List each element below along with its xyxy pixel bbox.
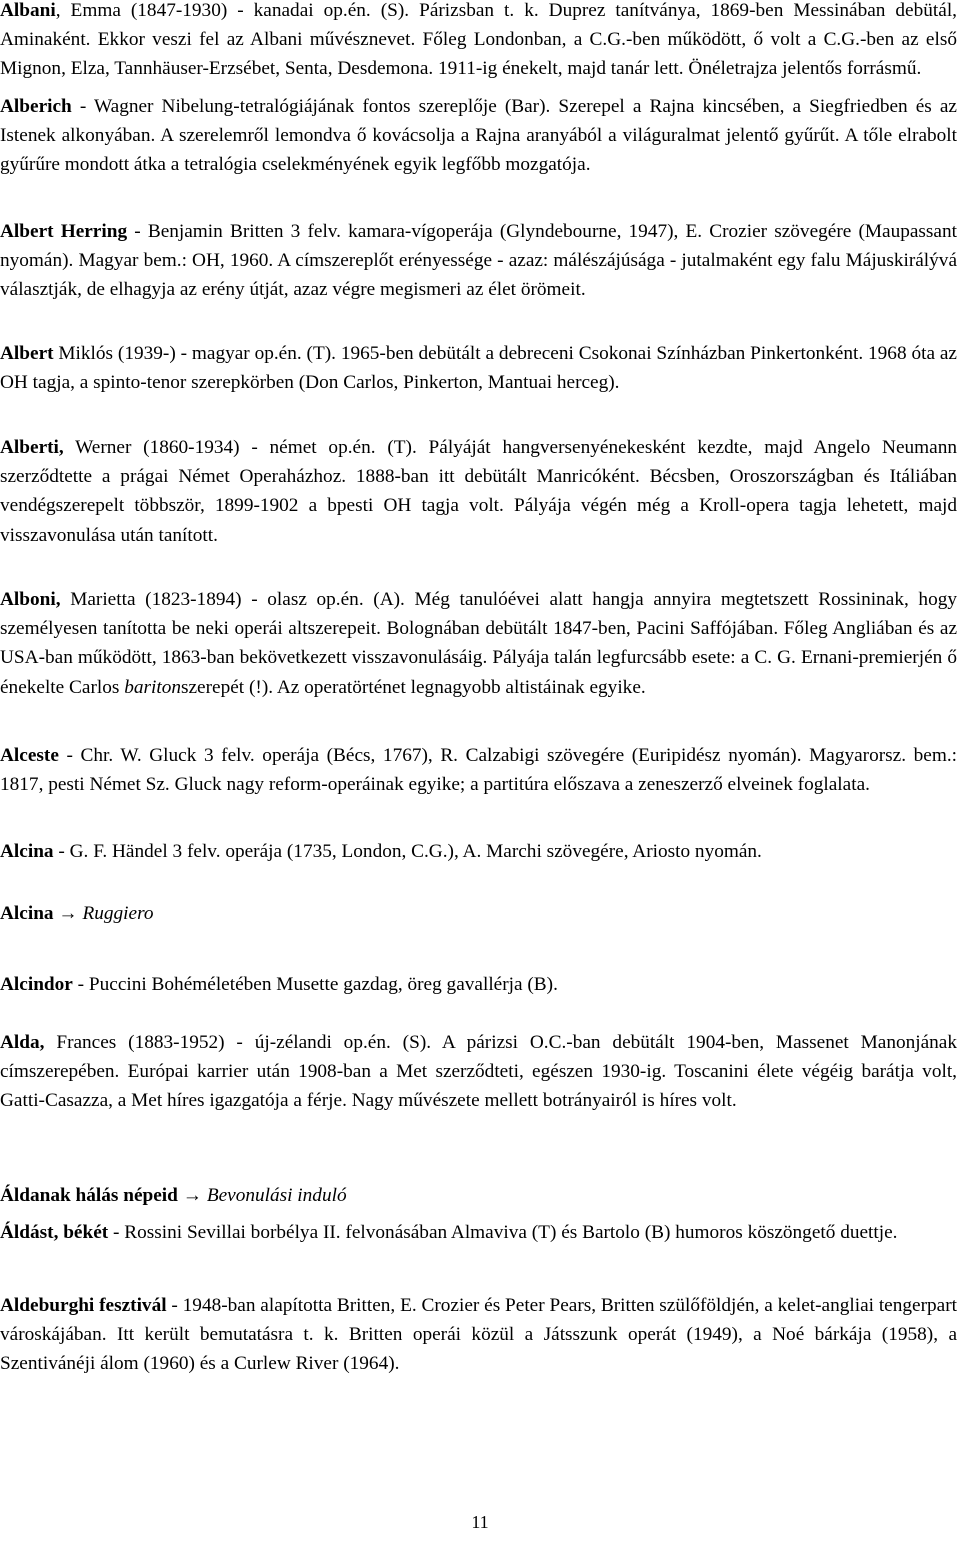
headword: Alboni, — [0, 589, 61, 610]
entry-text: , Emma (1847-1930) - kanadai op.én. (S). Párizsban t. k. Duprez tanítványa, 1869-ben Messinában debütál, Aminaként. Ekkor veszi fel az Albani művésznevet. Főleg Londonban, a C.G.-ben működött, ő volt a C.G.-ben az első Mignon, Elza, Tannhäuser-Erzsébet, Senta, Desdemona. 1911-ig énekelt, majd tanár lett. Önéletrajza jelentős forrásmű. — [0, 0, 957, 80]
entry-text: - Benjamin Britten 3 felv. kamara-vígoperája (Glyndebourne, 1947), E. Crozier szövegére (Maupassant nyomán). Magyar bem.: OH, 1960. A címszereplőt erényessége - azaz: málészájúsága - jutalmaként egy falu Májuskirálývá választják, de elhagyja az erény útját, azaz végre megismeri az élet örömeit. — [0, 221, 957, 301]
italic-term: bariton — [124, 676, 181, 698]
entry-text: - Rossini Sevillai borbélya II. felvonásában Almaviva (T) és Bartolo (B) humoros köszöngető duettje. — [108, 1222, 898, 1243]
cross-reference: Bevonulási induló — [206, 1185, 347, 1206]
entry-text: Miklós (1939-) - magyar op.én. (T). 1965-ben debütált a debreceni Csokonai Színházban Pinkertonként. 1968 óta az OH tagja, a spinto-tenor szerepkörben (Don Carlos, Pinkerton, Mantuai herceg). — [0, 343, 957, 394]
entry-alda — [0, 1028, 957, 1116]
entry-text-end: szerepét (!). Az operatörténet legnagyobb altistáinak egyike. — [181, 676, 646, 698]
entry-albert-herring — [0, 217, 957, 305]
entry-text: - Chr. W. Gluck 3 felv. operája (Bécs, 1767), R. Calzabigi szövegére (Euripidész nyomán). Magyarorsz. bem.: 1817, pesti Német Sz. Gluck nagy reform-operáinak egyike; a partitúra előszava a zeneszerző elveinek foglalata. — [0, 745, 957, 796]
entry-text: - Wagner Nibelung-tetralógiájának fontos szereplője (Bar). Szerepel a Rajna kincsében, a Siegfriedben és az Istenek alkonyában. A szerelemről lemondva ő kovácsolja a Rajna aranyából a világuralmat jelentő gyűrűt. A tőle elrabolt gyűrűre mondott átka a tetralógia cselekményének egyik legfőbb mozgatója. — [0, 96, 957, 176]
headword: Alberti, — [0, 437, 64, 458]
headword: Albert — [0, 343, 54, 364]
headword: Alberich — [0, 96, 72, 117]
page-number: 11 — [471, 1512, 489, 1532]
headword: Alcina — [0, 841, 54, 862]
headword: Aldeburghi fesztivál — [0, 1295, 167, 1316]
entry-text: - G. F. Händel 3 felv. operája (1735, London, C.G.), A. Marchi szövegére, Ariosto nyomán. — [53, 841, 762, 862]
entry-text: Frances (1883-1952) - új-zélandi op.én. (S). A párizsi O.C.-ban debütált 1904-ben, Massenet Manonjának címszerepében. Európai karrier után 1908-ban a Met szerződteti, egészen 1930-ig. Toscanini élete végéig barátja volt, Gatti-Casazza, a Met híres igazgatója a férje. Nagy művészete mellett botrányairól is híres volt. — [0, 1032, 957, 1112]
headword: Albani — [0, 0, 56, 21]
headword: Áldást, békét — [0, 1222, 109, 1243]
entry-alcina-ref — [0, 899, 957, 928]
entry-alberich — [0, 92, 957, 180]
headword: Áldanak hálás népeid — [0, 1185, 178, 1206]
entry-alcindor — [0, 970, 957, 999]
headword: Alceste — [0, 745, 59, 766]
entry-aldast-beket — [0, 1218, 957, 1247]
headword: Alcina — [0, 903, 54, 924]
entry-albani — [0, 0, 957, 84]
entry-alberti — [0, 433, 957, 550]
entry-albert-miklos — [0, 339, 957, 397]
entry-alboni — [0, 585, 957, 702]
entry-aldanak-ref — [0, 1181, 957, 1210]
entry-text: Werner (1860-1934) - német op.én. (T). Pályáját hangversenyénekesként kezdte, majd Angelo Neumann szerződtette a prágai Német Operaházhoz. 1888-ban itt debütált Manricóként. Bécsben, Oroszországban és Itáliában vendégszerepelt többször, 1899-1902 a bpesti OH tagja volt. Pályája végén még a Kroll-opera tagja lehetett, majd visszavonulása után tanított. — [0, 437, 957, 546]
cross-reference: Ruggiero — [82, 903, 154, 924]
entry-text: - Puccini Bohéméletében Musette gazdag, öreg gavallérja (B). — [72, 974, 558, 995]
headword: Albert Herring — [0, 221, 128, 242]
entry-alcina-handel — [0, 837, 957, 866]
arrow-icon: → — [53, 903, 83, 924]
headword: Alcindor — [0, 974, 73, 995]
entry-text: - 1948-ban alapította Britten, E. Crozier és Peter Pears, Britten szülőföldjén, a kelet-angliai tengerpart városkájában. Itt került bemutatásra t. k. Britten operái közül a Játsszunk operát (1949), a Noé bárkája (1958), a Szentivánéji álom (1960) és a Curlew River (1964). — [0, 1295, 957, 1375]
arrow-icon: → — [177, 1185, 207, 1206]
entry-aldeburghi — [0, 1291, 957, 1379]
entry-alceste — [0, 741, 957, 799]
headword: Alda, — [0, 1032, 45, 1053]
entry-text: Marietta (1823-1894) - olasz op.én. (A). Még tanulóévei alatt hangja annyira megtetszett Rossininak, hogy személyesen tanította be neki operái altszerepeit. Bolognában debütált 1847-ben, Pacini Saffójában. Főleg Angliában és az USA-ban működött, 1863-ban bekövetkezett visszavonulásáig. Pályája talán legfurcsább esete: a C. G. Ernani-premierjén ő énekelte Carlos — [0, 589, 957, 698]
